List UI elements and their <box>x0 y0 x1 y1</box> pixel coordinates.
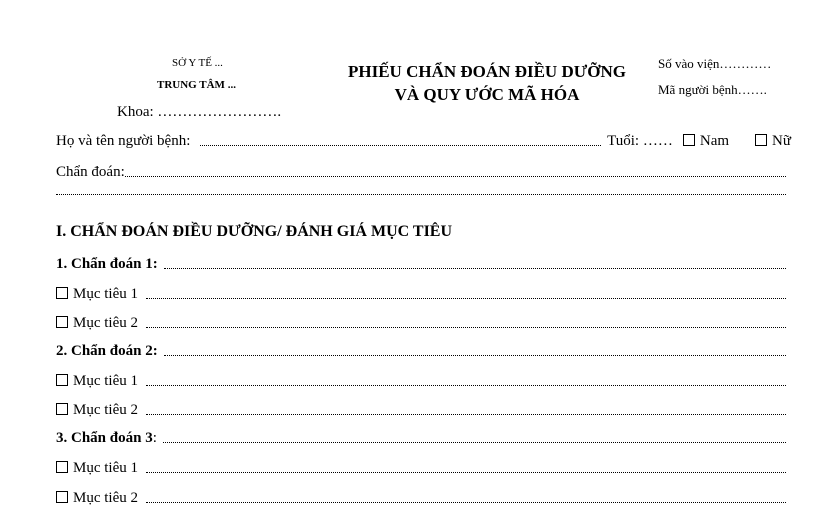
patient-name-label: Họ và tên người bệnh: <box>56 133 191 149</box>
diagnosis-row-continued <box>56 193 786 199</box>
form-title-line1: PHIẾU CHẨN ĐOÁN ĐIỀU DƯỠNG <box>348 62 626 81</box>
diagnosis-2-goal-2-row <box>56 402 786 419</box>
diagnosis-2-row <box>56 343 786 360</box>
goal-checkbox[interactable] <box>56 374 68 386</box>
diagnosis-1-goal-2-row <box>56 315 786 332</box>
diagnosis-1-goal-1-row <box>56 286 786 303</box>
diagnosis-field[interactable] <box>125 175 786 177</box>
diagnosis-2-goal-1-row <box>56 373 786 390</box>
diagnosis-3-field[interactable] <box>163 441 786 443</box>
diagnosis-3-colon: : <box>152 430 157 446</box>
department-trung-tam: TRUNG TÂM ... <box>157 79 236 91</box>
goal-checkbox[interactable] <box>56 316 68 328</box>
goal-label: Mục tiêu 1 <box>73 286 138 302</box>
diagnosis-3-row <box>56 430 786 447</box>
goal-label: Mục tiêu 1 <box>73 460 138 476</box>
form-title-line2: VÀ QUY ƯỚC MÃ HÓA <box>394 85 580 104</box>
section-title: I. CHẨN ĐOÁN ĐIỀU DƯỠNG/ ĐÁNH GIÁ MỤC TIÊU <box>56 223 453 240</box>
goal-field[interactable] <box>146 501 786 503</box>
female-checkbox[interactable] <box>755 134 767 146</box>
patient-name-row <box>56 133 791 150</box>
age-label: Tuổi: …… <box>607 133 673 149</box>
diagnosis-field-continued[interactable] <box>56 193 786 195</box>
department-so-y-te: SỞ Y TẾ ... <box>172 57 223 69</box>
goal-checkbox[interactable] <box>56 461 68 473</box>
goal-checkbox[interactable] <box>56 403 68 415</box>
admission-number: Số vào viện………… <box>658 56 772 71</box>
goal-label: Mục tiêu 2 <box>73 402 138 418</box>
diagnosis-2-label: 2. Chẩn đoán 2: <box>56 343 158 359</box>
diagnosis-2-field[interactable] <box>164 354 786 356</box>
patient-name-field[interactable] <box>200 144 601 146</box>
department-khoa: Khoa: ……………………. <box>117 104 282 120</box>
diagnosis-3-goal-1-row <box>56 460 786 477</box>
diagnosis-1-label: 1. Chẩn đoán 1: <box>56 256 158 272</box>
goal-checkbox[interactable] <box>56 287 68 299</box>
goal-label: Mục tiêu 2 <box>73 490 138 506</box>
goal-field[interactable] <box>146 297 786 299</box>
gender-male <box>683 133 729 150</box>
gender-female <box>755 133 791 150</box>
diagnosis-1-field[interactable] <box>164 267 786 269</box>
patient-code: Mã người bệnh……. <box>658 82 767 97</box>
diagnosis-1-row <box>56 256 786 273</box>
goal-field[interactable] <box>146 471 786 473</box>
goal-field[interactable] <box>146 326 786 328</box>
diagnosis-label: Chẩn đoán: <box>56 164 125 180</box>
male-label: Nam <box>699 133 730 149</box>
goal-label: Mục tiêu 2 <box>73 315 138 331</box>
female-label: Nữ <box>772 133 791 149</box>
goal-field[interactable] <box>146 384 786 386</box>
male-checkbox[interactable] <box>683 134 695 146</box>
goal-field[interactable] <box>146 413 786 415</box>
goal-label: Mục tiêu 1 <box>73 373 138 389</box>
goal-checkbox[interactable] <box>56 491 68 503</box>
diagnosis-3-goal-2-row <box>56 490 786 507</box>
diagnosis-3-label: 3. Chẩn đoán 3 <box>56 430 153 446</box>
diagnosis-row <box>56 164 786 181</box>
